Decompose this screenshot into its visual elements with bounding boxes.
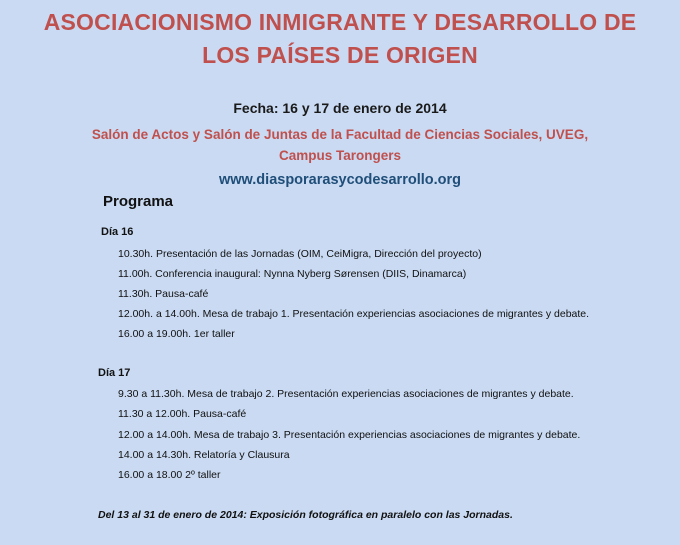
page-title bbox=[0, 6, 680, 72]
day-16-item: 11.30h. Pausa-café bbox=[118, 288, 209, 300]
day-17-item: 12.00 a 14.00h. Mesa de trabajo 3. Presentación experiencias asociaciones de migrantes y debate. bbox=[118, 429, 581, 441]
venue-line-2: Campus Tarongers bbox=[278, 148, 402, 163]
day-16-label: Día 16 bbox=[101, 226, 134, 238]
program-heading: Programa bbox=[103, 193, 174, 210]
day-17-item: 11.30 a 12.00h. Pausa-café bbox=[118, 408, 247, 420]
event-venue bbox=[0, 124, 680, 166]
day-16-item: 10.30h. Presentación de las Jornadas (OIM, CeiMigra, Dirección del proyecto) bbox=[118, 248, 482, 260]
day-17-item: 16.00 a 18.00 2º taller bbox=[118, 469, 221, 481]
day-17-item: 9.30 a 11.30h. Mesa de trabajo 2. Presentación experiencias asociaciones de migrantes y debate. bbox=[118, 388, 574, 400]
day-16-item: 11.00h. Conferencia inaugural: Nynna Nyberg Sørensen (DIIS, Dinamarca) bbox=[118, 268, 467, 280]
title-line-1: ASOCIACIONISMO INMIGRANTE Y DESARROLLO DE bbox=[43, 9, 637, 35]
day-16-item: 16.00 a 19.00h. 1er taller bbox=[118, 328, 235, 340]
day-16-item: 12.00h. a 14.00h. Mesa de trabajo 1. Presentación experiencias asociaciones de migrantes y debate. bbox=[118, 308, 590, 320]
event-date: Fecha: 16 y 17 de enero de 2014 bbox=[233, 100, 447, 116]
day-17-label: Día 17 bbox=[98, 367, 131, 379]
day-17-item: 14.00 a 14.30h. Relatoría y Clausura bbox=[118, 449, 290, 461]
website-link[interactable]: www.diasporarasycodesarrollo.org bbox=[218, 172, 461, 188]
exhibition-note: Del 13 al 31 de enero de 2014: Exposición fotográfica en paralelo con las Jornadas. bbox=[98, 509, 513, 521]
title-line-2: LOS PAÍSES DE ORIGEN bbox=[202, 42, 478, 68]
venue-line-1: Salón de Actos y Salón de Juntas de la Facultad de Ciencias Sociales, UVEG, bbox=[91, 127, 589, 142]
